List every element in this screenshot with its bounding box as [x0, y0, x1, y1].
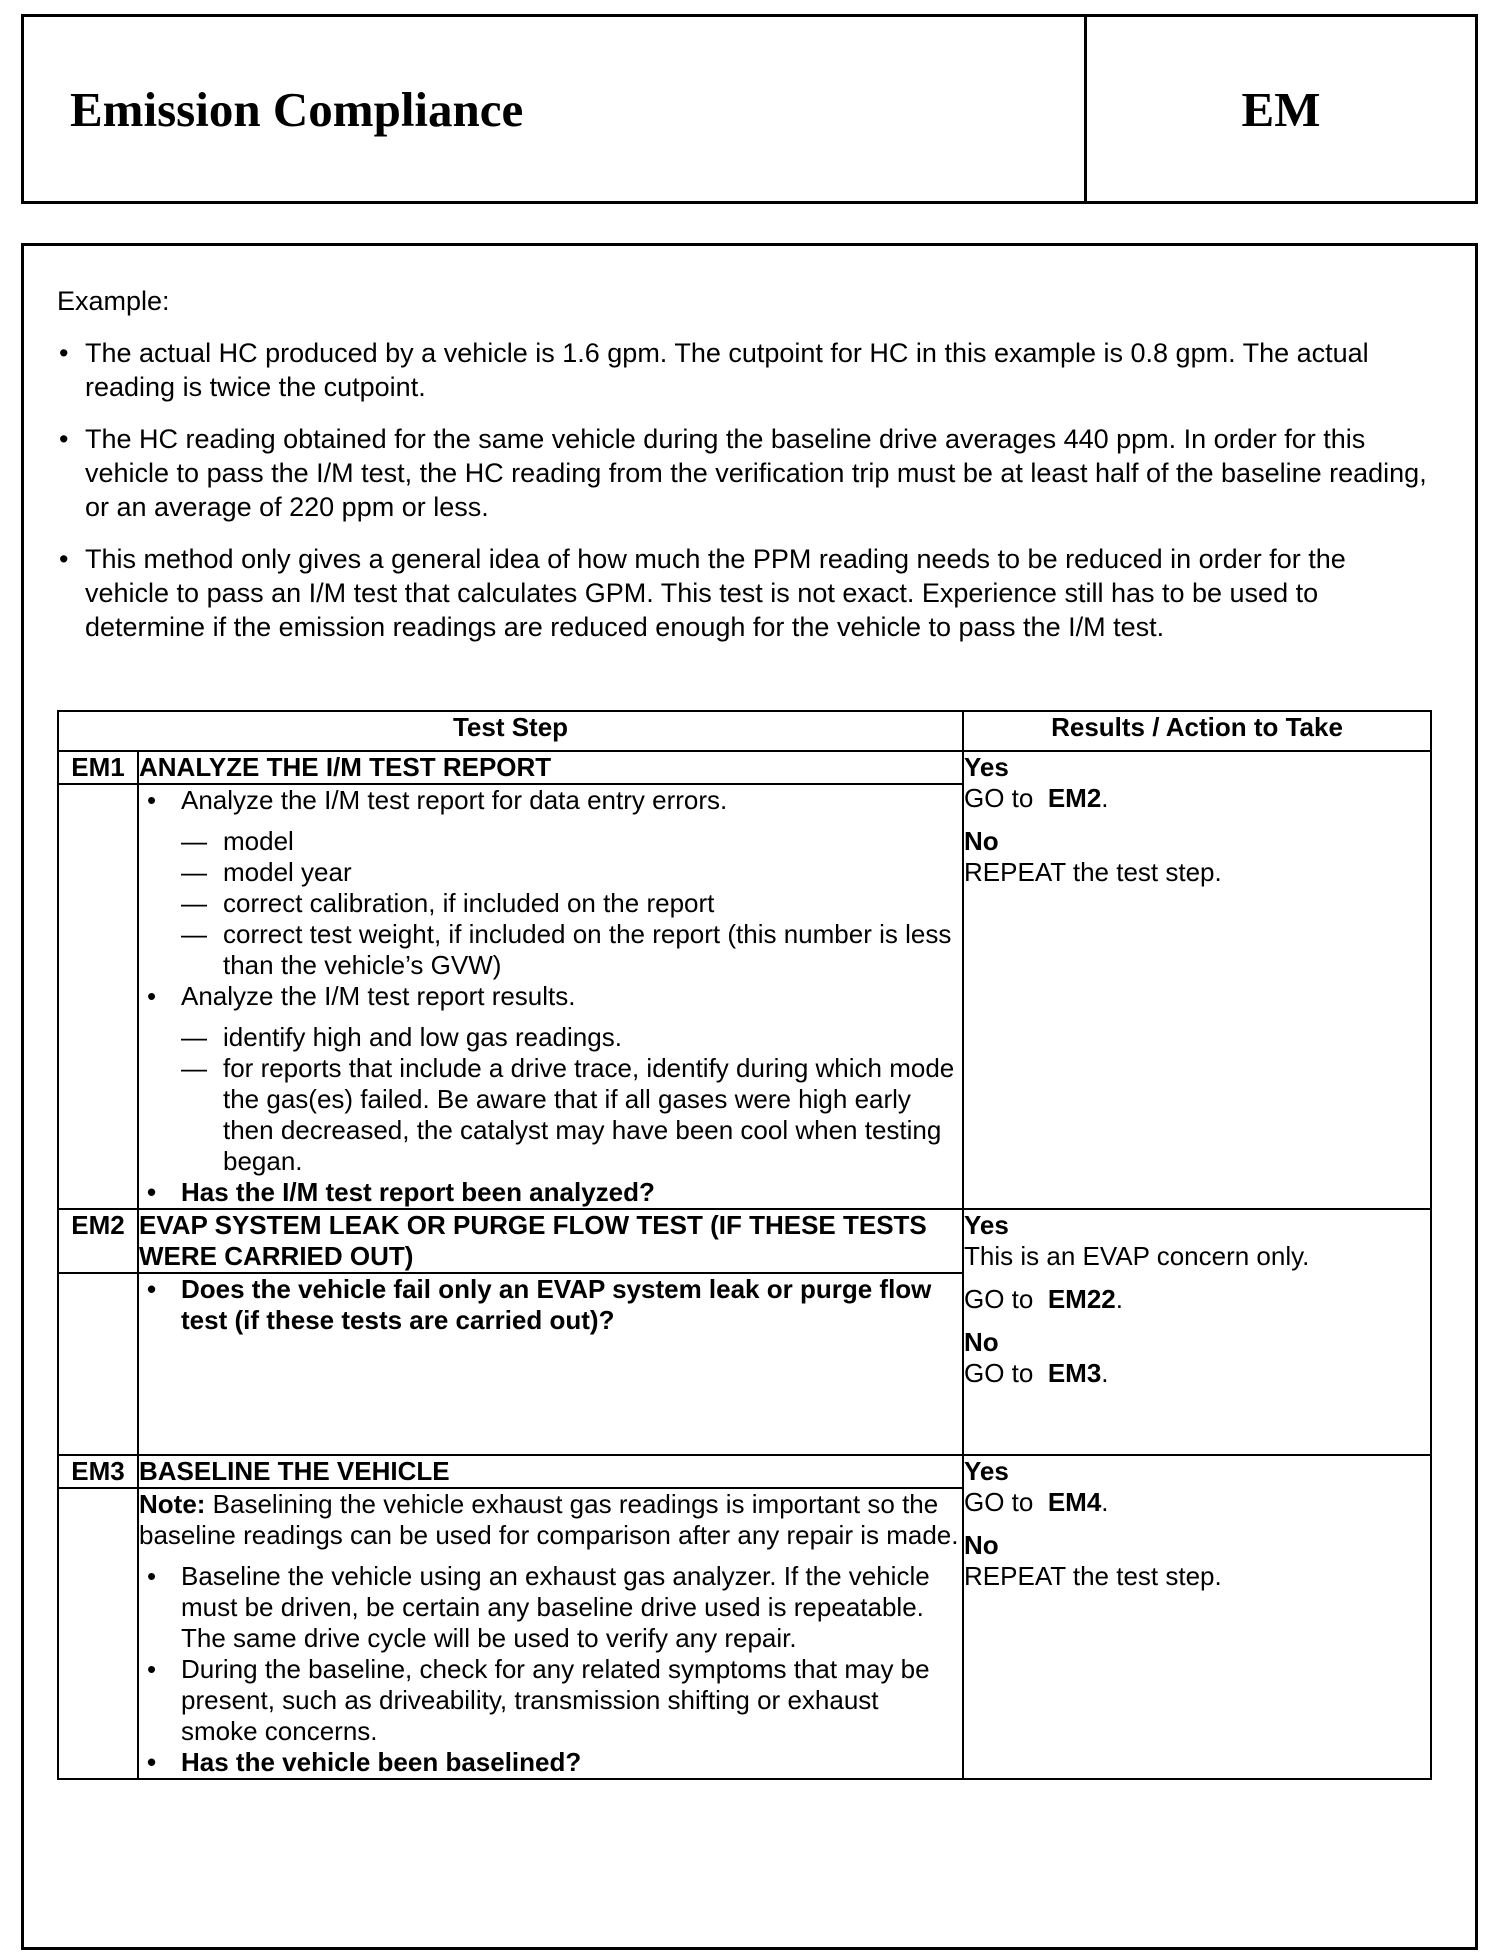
step-dash-item: — correct calibration, if included on the report [139, 888, 962, 919]
step-dash-item: — identify high and low gas readings. [139, 1022, 962, 1053]
no-label: No [964, 1530, 999, 1560]
step-dash-item: — model year [139, 857, 962, 888]
intro-section [57, 284, 1437, 662]
step-bullet: • Analyze the I/M test report results. [139, 981, 962, 1012]
step-title: EVAP SYSTEM LEAK OR PURGE FLOW TEST (IF THESE TESTS WERE CARRIED OUT) [138, 1209, 963, 1273]
content-box [21, 243, 1478, 1950]
step-dash-item: — model [139, 826, 962, 857]
step-question: • Has the I/M test report been analyzed? [139, 1177, 962, 1208]
step-question: • Has the vehicle been baselined? [139, 1747, 962, 1778]
step-body [138, 1488, 963, 1779]
test-step-header: Test Step [58, 711, 963, 751]
yes-label: Yes [964, 752, 1009, 782]
step-dash-item: — for reports that include a drive trace, identify during which mode the gas(es) failed. Be aware that if all gases were high early then decreased, the catalyst may have been cool when testing began. [139, 1053, 962, 1177]
step-note: Note: Baselining the vehicle exhaust gas readings is important so the baseline readings can be used for comparison after any repair is made. [139, 1489, 959, 1550]
step-em1-title-row [58, 751, 1431, 784]
step-em3-results [963, 1455, 1431, 1779]
step-em2-results [963, 1209, 1431, 1455]
yes-action: GO to EM2. [964, 783, 1109, 813]
no-action: REPEAT the test step. [964, 857, 1222, 887]
step-em3-title-row [58, 1455, 1431, 1488]
step-code: EM1 [58, 751, 138, 784]
section-code: EM [1241, 81, 1321, 137]
yes-action: GO to EM22. [964, 1284, 1123, 1314]
intro-bullet: • The actual HC produced by a vehicle is 1.6 gpm. The cutpoint for HC in this example is 0.8 gpm. The actual reading is twice the cutpoint. [57, 336, 1437, 404]
step-title: BASELINE THE VEHICLE [138, 1455, 963, 1488]
page-header [21, 14, 1478, 204]
test-step-table [57, 710, 1432, 1780]
intro-bullet: • The HC reading obtained for the same vehicle during the baseline drive averages 440 ppm. In order for this vehicle to pass the I/M test, the HC reading from the verification trip must be at least half of the baseline reading, or an average of 220 ppm or less. [57, 422, 1437, 524]
step-dash-item: — correct test weight, if included on the report (this number is less than the vehicle’s GVW) [139, 919, 962, 981]
no-label: No [964, 1327, 999, 1357]
yes-note: This is an EVAP concern only. [964, 1241, 1310, 1271]
page-title: Emission Compliance [24, 17, 1087, 201]
step-code: EM2 [58, 1209, 138, 1273]
step-code: EM3 [58, 1455, 138, 1488]
step-body [138, 784, 963, 1209]
no-label: No [964, 826, 999, 856]
yes-label: Yes [964, 1210, 1009, 1240]
step-question: • Does the vehicle fail only an EVAP system leak or purge flow test (if these tests are carried out)? [139, 1274, 962, 1336]
intro-list [57, 336, 1437, 644]
step-bullet: • Baseline the vehicle using an exhaust gas analyzer. If the vehicle must be driven, be certain any baseline drive used is repeatable. The same drive cycle will be used to verify any repair. [139, 1561, 962, 1654]
results-header: Results / Action to Take [963, 711, 1431, 751]
step-bullet: • During the baseline, check for any related symptoms that may be present, such as driveability, transmission shifting or exhaust smoke concerns. [139, 1654, 962, 1747]
no-action: GO to EM3. [964, 1358, 1109, 1388]
step-em2-title-row [58, 1209, 1431, 1273]
table-header-row [58, 711, 1431, 751]
yes-label: Yes [964, 1456, 1009, 1486]
step-title: ANALYZE THE I/M TEST REPORT [138, 751, 963, 784]
step-body [138, 1273, 963, 1455]
yes-action: GO to EM4. [964, 1487, 1109, 1517]
no-action: REPEAT the test step. [964, 1561, 1222, 1591]
step-em1-results [963, 751, 1431, 1209]
step-bullet: • Analyze the I/M test report for data entry errors. [139, 785, 962, 816]
intro-lead: Example: [57, 286, 170, 316]
intro-bullet: • This method only gives a general idea of how much the PPM reading needs to be reduced in order for the vehicle to pass an I/M test that calculates GPM. This test is not exact. Experience still has to be used to determine if the emission readings are reduced enough for the vehicle to pass the I/M test. [57, 542, 1437, 644]
